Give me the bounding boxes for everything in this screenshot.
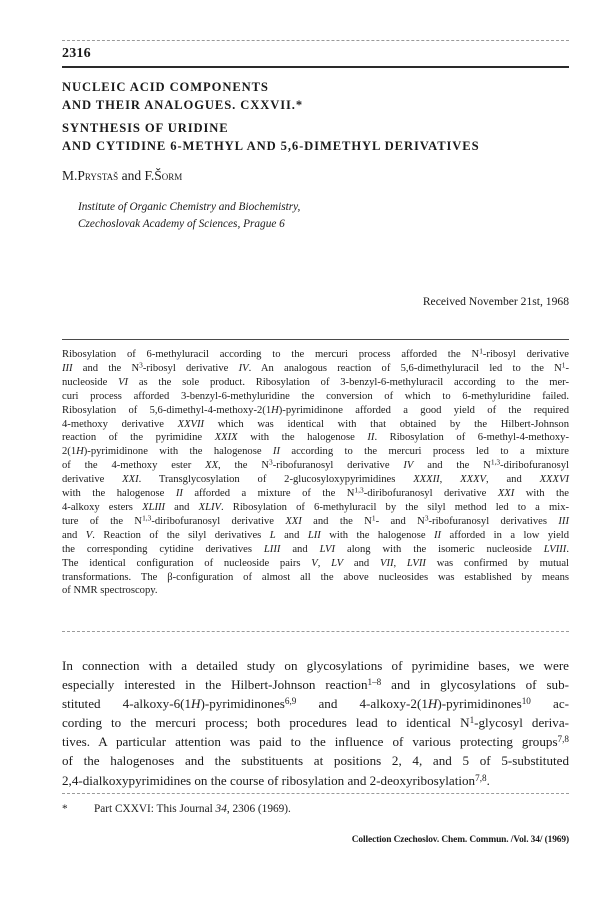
series-title-line: AND THEIR ANALOGUES. CXXVII.* (62, 98, 304, 112)
footnote (62, 803, 291, 815)
superscript: 1 (469, 715, 475, 726)
text-line: and V. Reaction of the silyl derivatives L and LII with the halogenose II afforded in a low yield (62, 529, 570, 541)
affiliation (78, 199, 300, 232)
compound-label: LIII (263, 543, 281, 555)
compound-label: H (427, 696, 438, 712)
text-line: tives. A particular attention was paid to the influence of various protecting groups$^{7,8}$ (62, 734, 569, 750)
series-title-line: NUCLEIC ACID COMPONENTS (62, 80, 269, 94)
paper-title-line: AND CYTIDINE 6-METHYL AND 5,6-DIMETHYL DERIVATIVES (62, 139, 480, 153)
compound-label: XXI (497, 488, 515, 500)
compound-label: H (271, 404, 279, 416)
compound-label: XXI (122, 474, 139, 486)
superscript: 10 (521, 696, 531, 707)
text-line: III and the $N^3$-ribosyl derivative IV. An analogous reaction of 5,6-dimethyluracil led to the $N^1-$ (62, 360, 569, 374)
footnote-text-after: , 2306 (1969). (226, 803, 291, 815)
compound-label: III (62, 362, 73, 374)
superscript: 7,8 (475, 772, 487, 783)
compound-label: VII (379, 557, 394, 569)
header-rule-bottom (62, 66, 569, 68)
compound-label: XLIII (142, 501, 166, 513)
superscript: 1 (479, 346, 483, 356)
text-line: cording to the mercuri process; both procedures lead to identical $N^1$-glycosyl deriva- (62, 715, 569, 731)
footnote-rule (62, 793, 569, 794)
footnote-volume: 34 (215, 803, 227, 815)
compound-label: II (175, 488, 183, 500)
text-line: stituted 4-alkoxy-6(1H)-pyrimidinones$^{6,9}$ and 4-alkoxy-2(1H)-pyrimidinones$^{10}$ ac- (62, 696, 569, 712)
affiliation-line: Institute of Organic Chemistry and Biochemistry, (78, 201, 301, 213)
compound-label: V (311, 557, 318, 569)
author1-name: Prystaš (77, 168, 119, 183)
superscript: 1,3 (142, 513, 152, 523)
authors (62, 168, 182, 184)
author2-initial: F. (144, 168, 155, 183)
compound-label: III (558, 515, 569, 527)
superscript: 6,9 (284, 696, 297, 707)
compound-label: XXXVI (539, 474, 569, 486)
author2-name: Šorm (154, 168, 183, 183)
text-line: 2,4-dialkoxypyrimidines on the course of ribosylation and 2-deoxyribosylation$^{7,8}$. (62, 772, 490, 788)
text-line: The identical configuration of nucleoside pairs V, LV and VII, LVII was confirmed by mutual (62, 557, 569, 569)
text-line: 4-methoxy derivative XXVII which was identical with that obtained by the Hilbert-Johnson (62, 418, 569, 430)
compound-label: XLIV (198, 501, 221, 513)
abstract-rule-bottom (62, 631, 569, 632)
compound-label: IV (238, 362, 249, 374)
text-line: especially interested in the Hilbert-Johnson reaction$^{1-8}$ and in glycosylations of sub- (62, 676, 569, 693)
journal-citation-footer: Collection Czechoslov. Chem. Commun. /Vol. 34/ (1969) (351, 835, 569, 845)
compound-label: L (269, 529, 276, 541)
superscript: 1–8 (367, 676, 382, 687)
compound-label: XXIX (214, 432, 238, 444)
compound-label: VI (118, 376, 129, 388)
compound-label: XX (205, 460, 219, 472)
text-line: reaction of the pyrimidine XXIX with the halogenose II. Ribosylation of 6-methyl-4-methoxy- (62, 432, 570, 444)
text-line: 4-alkoxy esters XLIII and XLIV. Ribosylation of 6-methyluracil by the silyl method led to a mix- (62, 501, 570, 513)
abstract-rule-top (62, 339, 569, 340)
compound-label: XXVII (177, 418, 205, 430)
text-line: the corresponding cytidine derivatives LIII and LVI along with the isomeric nucleoside LVIII. (62, 543, 569, 555)
compound-label: LV (331, 557, 344, 569)
text-line: In connection with a detailed study on glycosylations of pyrimidine bases, we were (62, 658, 569, 673)
text-line: of NMR spectroscopy. (62, 585, 158, 597)
compound-label: LVIII (543, 543, 567, 555)
text-line: nucleoside VI as the sole product. Ribosylation of 3-benzyl-6-methyluracil according to the mer- (62, 376, 569, 388)
text-line: 2(1H)-pyrimidinone with the halogenose II according to the mercuri process led to a mixture (62, 446, 569, 458)
footnote-mark: * (62, 803, 68, 815)
compound-label: LII (307, 529, 321, 541)
compound-label: II (272, 446, 280, 458)
text-line: derivative XXI. Transglycosylation of 2-glucosyloxypyrimidines XXXII, XXXV, and XXXVI (62, 474, 569, 486)
compound-label: II (434, 529, 442, 541)
compound-label: H (191, 696, 201, 712)
text-line: ture of the N$^{1,3}$-diribofuranosyl derivative XXI and the $N^1-$ and $N^3$-ribofuranosyl derivatives III (62, 513, 569, 527)
superscript: 3 (424, 513, 429, 523)
text-line: transformations. The β-configuration of almost all the above nucleosides was established by means (62, 571, 569, 583)
affiliation-line: Czechoslovak Academy of Sciences, Prague 6 (78, 217, 285, 230)
superscript: 1,3 (354, 485, 364, 495)
text-line: Ribosylation of 5,6-dimethyl-4-methoxy-2(1H)-pyrimidinone afforded a good yield of the required (62, 404, 569, 416)
page-number: 2316 (62, 46, 91, 61)
paper-title-line: SYNTHESIS OF URIDINE (62, 121, 229, 135)
compound-label: IV (403, 460, 414, 472)
superscript: 1 (371, 513, 376, 523)
paper-title (62, 119, 480, 155)
superscript: 3 (269, 457, 273, 467)
footnote-text-before: Part CXXVI: This Journal (94, 803, 216, 815)
compound-label: II (367, 432, 375, 444)
compound-label: LVII (406, 557, 426, 569)
header-rule-top (62, 40, 569, 41)
text-line: with the halogenose II afforded a mixture of the N$^{1,3}$-diribofuranosyl derivative XXI with the (62, 485, 569, 500)
author1-initial: M. (62, 168, 78, 183)
superscript: 3 (139, 360, 143, 370)
compound-label: LVI (319, 543, 336, 555)
compound-label: H (76, 446, 84, 458)
authors-conjunction: and (118, 168, 145, 183)
body-paragraph (62, 656, 569, 790)
text-line: of the halogenoses and the substituents at positions 2, 4, and 5 of 5-substituted (62, 753, 569, 769)
compound-label: XXXII (413, 474, 440, 486)
received-date: Received November 21st, 1968 (422, 295, 569, 308)
compound-label: XXXV (460, 474, 487, 486)
series-title (62, 78, 303, 114)
superscript: 1,3 (490, 457, 501, 467)
text-line: Ribosylation of 6-methyluracil according to the mercuri process afforded the $N^1$-ribosyl derivative (62, 346, 569, 360)
text-line: of the 4-methoxy ester XX, the $N^3$-ribofuranosyl derivative IV and the N$^{1,3}$-diribofuranosyl (62, 457, 569, 472)
compound-label: V (85, 529, 93, 541)
abstract (62, 348, 569, 598)
superscript: 1 (561, 360, 566, 370)
superscript: 7,8 (557, 734, 569, 745)
compound-label: XXI (285, 515, 302, 527)
text-line: curi process afforded 3-benzyl-6-methyluridine the conversion of which to 6-methyluridine failed. (62, 390, 569, 402)
